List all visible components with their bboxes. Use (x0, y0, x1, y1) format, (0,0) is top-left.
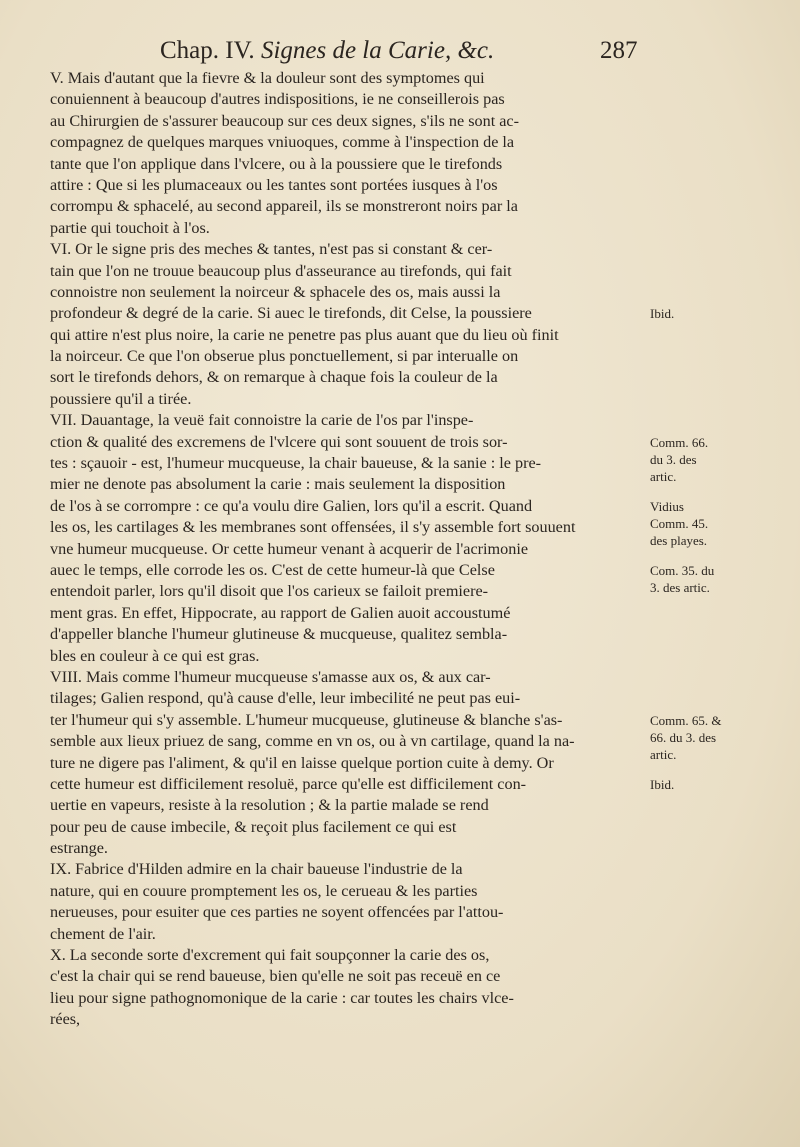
text-line: V. Mais d'autant que la fievre & la douleur sont des symptomes qui (50, 69, 485, 87)
margin-note-line: artic. (650, 468, 677, 484)
margin-note-line: Ibid. (650, 306, 675, 322)
text-line: auec le temps, elle corrode les os. C'est de cette humeur-là que Celse (50, 560, 495, 579)
text-line: sort le tirefonds dehors, & on remarque à chaque fois la couleur de la (50, 368, 498, 387)
margin-note (650, 434, 770, 485)
margin-note-line: Comm. 65. & (650, 713, 722, 728)
margin-note (650, 712, 770, 763)
margin-note-line: Ibid. (650, 777, 675, 793)
margin-note-line: des playes. (650, 533, 708, 548)
text-line: c'est la chair qui se rend baueuse, bien qu'elle ne soit pas receuë en ce (50, 967, 501, 986)
text-line: lieu pour signe pathognomonique de la carie : car toutes les chairs vlce- (50, 988, 514, 1007)
text-line: chement de l'air. (50, 924, 156, 943)
text-line: corrompu & sphacelé, au second appareil, ils se monstreront noirs par la (50, 197, 518, 216)
text-line: attire : Que si les plumaceaux ou les tantes sont portées iusques à l'os (50, 175, 498, 194)
text-line: entendoit parler, lors qu'il disoit que l'os carieux se failoit premiere- (50, 582, 489, 601)
margin-note-line: Vidius (650, 499, 684, 514)
text-line: qui attire n'est plus noire, la carie ne penetre pas plus auant que du lieu où finit (50, 325, 559, 344)
page-number: 287 (600, 37, 638, 64)
text-line: les os, les cartilages & les membranes sont offensées, il s'y assemble fort souuent (50, 518, 576, 537)
text-line: de l'os à se corrompre : ce qu'a voulu dire Galien, lors qu'il a escrit. Quand (50, 496, 533, 515)
text-line: tilages; Galien respond, qu'à cause d'elle, leur imbecilité ne peut pas eui- (50, 689, 521, 708)
margin-note-line: 66. du 3. des (650, 730, 717, 745)
margin-note-line: Comm. 45. (650, 516, 709, 531)
margin-note-line: Comm. 66. (650, 434, 709, 450)
margin-note (650, 776, 770, 793)
text-line: au Chirurgien de s'assurer beaucoup sur ces deux signes, s'ils ne sont ac- (50, 111, 520, 130)
body-text (50, 68, 650, 1031)
text-line: ment gras. En effet, Hippocrate, au rapport de Galien auoit accoustumé (50, 603, 511, 622)
chapter-title: Signes de la Carie, &c. (260, 37, 495, 64)
text-line: uertie en vapeurs, resiste à la resolution ; & la partie malade se rend (50, 796, 489, 815)
text-line: VII. Dauantage, la veuë fait connoistre la carie de l'os par l'inspe- (50, 411, 474, 430)
text-line: bles en couleur à ce qui est gras. (50, 646, 260, 665)
text-line: mier ne denote pas absolument la carie : mais seulement la disposition (50, 475, 506, 494)
text-line: IX. Fabrice d'Hilden admire en la chair baueuse l'industrie de la (50, 860, 463, 879)
text-line: estrange. (50, 839, 108, 858)
text-line: d'appeller blanche l'humeur glutineuse & mucqueuse, qualitez sembla- (50, 625, 508, 644)
text-line: partie qui touchoit à l'os. (50, 218, 210, 237)
running-header (160, 34, 660, 68)
text-line: ter l'humeur qui s'y assemble. L'humeur mucqueuse, glutineuse & blanche s'as- (50, 710, 563, 729)
margin-note (650, 305, 770, 322)
text-line: pour peu de cause imbecile, & reçoit plus facilement ce qui est (50, 817, 457, 836)
margin-note (650, 498, 770, 549)
text-line: la noirceur. Ce que l'on obserue plus ponctuellement, si par interualle on (50, 347, 519, 366)
text-line: vne humeur mucqueuse. Or cette humeur venant à acquerir de l'acrimonie (50, 539, 528, 558)
text-line: VIII. Mais comme l'humeur mucqueuse s'amasse aux os, & aux car- (50, 667, 491, 686)
margin-note-line: du 3. des (650, 451, 697, 467)
text-line: compagnez de quelques marques vniuoques, comme à l'inspection de la (50, 133, 515, 152)
text-line: cette humeur est difficilement resoluë, parce qu'elle est difficilement con- (50, 774, 527, 793)
text-line: connoistre non seulement la noirceur & sphacele des os, mais aussi la (50, 282, 501, 301)
text-line: tes : sçauoir - est, l'humeur mucqueuse, la chair baueuse, & la sanie : le pre- (50, 454, 542, 473)
text-line: rées, (50, 1010, 81, 1029)
text-line: semble aux lieux priuez de sang, comme en vn os, ou à vn cartilage, quand la na- (50, 732, 575, 751)
text-line: ture ne digere pas l'aliment, & qu'il en laisse quelque portion cuite à demy. Or (50, 753, 554, 772)
text-line: poussiere qu'il a tirée. (50, 389, 192, 408)
text-line: VI. Or le signe pris des meches & tantes, n'est pas si constant & cer- (50, 240, 493, 259)
text-line: tante que l'on applique dans l'vlcere, ou à la poussiere que le tirefonds (50, 154, 503, 173)
margin-note-line: 3. des artic. (650, 580, 710, 596)
margin-note-line: artic. (650, 747, 677, 762)
chapter-label: Chap. IV. (160, 37, 255, 64)
text-line: tain que l'on ne trouue beaucoup plus d'asseurance au tirefonds, qui fait (50, 261, 512, 280)
text-line: nerueuses, pour esuiter que ces parties ne soyent offencées par l'attou- (50, 903, 504, 922)
margin-note-line: Com. 35. du (650, 563, 715, 579)
text-line: nature, qui en couure promptement les os, le cerueau & les parties (50, 881, 478, 900)
text-line: ction & qualité des excremens de l'vlcere qui sont souuent de trois sor- (50, 432, 508, 451)
text-line: X. La seconde sorte d'excrement qui fait soupçonner la carie des os, (50, 946, 490, 965)
text-line: conuiennent à beaucoup d'autres indispositions, ie ne conseillerois pas (50, 90, 505, 109)
margin-note (650, 562, 770, 596)
text-line: profondeur & degré de la carie. Si auec le tirefonds, dit Celse, la poussiere (50, 304, 532, 323)
